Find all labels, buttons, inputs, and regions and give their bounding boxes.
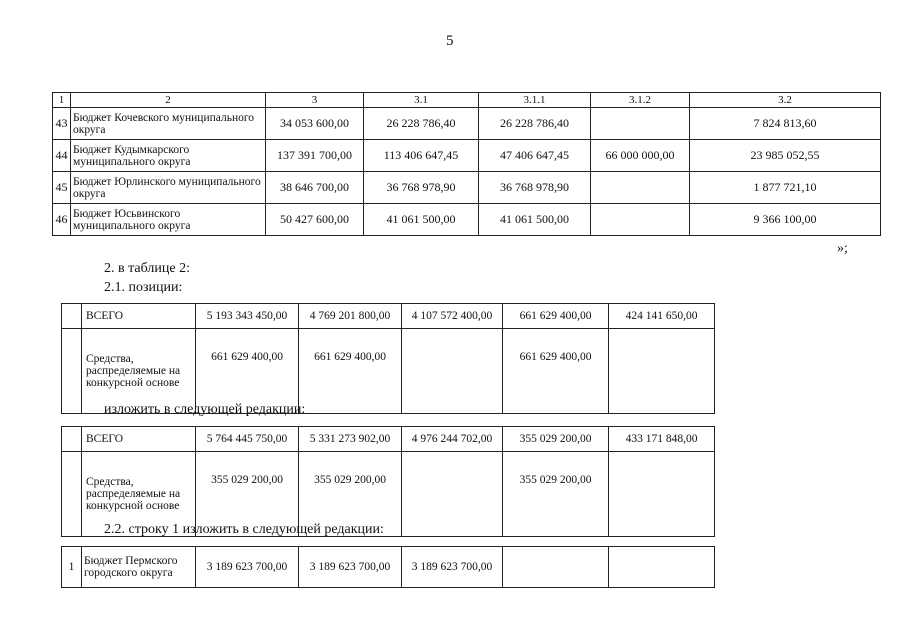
budget-name: Бюджет Пермского городского округа <box>82 547 196 588</box>
empty-cell <box>62 329 82 414</box>
row-number: 45 <box>53 172 71 204</box>
value-cell: 355 029 200,00 <box>503 452 609 537</box>
value-cell: 433 171 848,00 <box>609 427 715 452</box>
table-new-positions <box>61 426 715 537</box>
header-cell: 1 <box>53 93 71 108</box>
row-number: 46 <box>53 204 71 236</box>
value-cell: 3 189 623 700,00 <box>196 547 299 588</box>
value-cell: 355 029 200,00 <box>196 452 299 537</box>
value-cell: 26 228 786,40 <box>479 108 591 140</box>
empty-cell <box>62 452 82 537</box>
row-number: 44 <box>53 140 71 172</box>
value-cell: 4 107 572 400,00 <box>402 304 503 329</box>
value-cell: 3 189 623 700,00 <box>402 547 503 588</box>
header-cell: 3.1.2 <box>591 93 690 108</box>
header-cell: 3.2 <box>690 93 881 108</box>
budget-name: Бюджет Кудымкарского муниципального округа <box>71 140 266 172</box>
value-cell: 36 768 978,90 <box>364 172 479 204</box>
page-number: 5 <box>446 33 454 49</box>
value-cell: 26 228 786,40 <box>364 108 479 140</box>
header-cell: 3.1.1 <box>479 93 591 108</box>
value-cell <box>591 204 690 236</box>
total-label: ВСЕГО <box>82 427 196 452</box>
value-cell: 355 029 200,00 <box>299 452 402 537</box>
table-old-positions <box>61 303 715 414</box>
budget-name: Бюджет Юрлинского муниципального округа <box>71 172 266 204</box>
value-cell: 661 629 400,00 <box>196 329 299 414</box>
value-cell: 5 764 445 750,00 <box>196 427 299 452</box>
replace-instruction: изложить в следующей редакции: <box>104 402 306 417</box>
table-row <box>62 547 715 588</box>
value-cell <box>402 329 503 414</box>
table-row <box>62 329 715 414</box>
value-cell: 355 029 200,00 <box>503 427 609 452</box>
table-row <box>53 108 881 140</box>
value-cell: 661 629 400,00 <box>299 329 402 414</box>
value-cell: 661 629 400,00 <box>503 329 609 414</box>
value-cell: 4 769 201 800,00 <box>299 304 402 329</box>
table-header-row <box>53 93 881 108</box>
header-cell: 3.1 <box>364 93 479 108</box>
value-cell <box>503 547 609 588</box>
competitive-funds-label: Средства, распределяемые на конкурсной основе <box>82 452 196 537</box>
competitive-funds-label: Средства, распределяемые на конкурсной основе <box>82 329 196 414</box>
table-row <box>53 204 881 236</box>
value-cell: 36 768 978,90 <box>479 172 591 204</box>
paragraph-2: 2. в таблице 2: <box>104 261 190 276</box>
value-cell: 66 000 000,00 <box>591 140 690 172</box>
value-cell: 3 189 623 700,00 <box>299 547 402 588</box>
value-cell: 1 877 721,10 <box>690 172 881 204</box>
value-cell <box>609 452 715 537</box>
value-cell: 5 193 343 450,00 <box>196 304 299 329</box>
budget-name: Бюджет Кочевского муниципального округа <box>71 108 266 140</box>
value-cell: 7 824 813,60 <box>690 108 881 140</box>
value-cell <box>609 547 715 588</box>
budget-table-1 <box>52 92 881 236</box>
value-cell <box>591 108 690 140</box>
closing-quote: »; <box>837 241 848 256</box>
value-cell <box>591 172 690 204</box>
value-cell: 113 406 647,45 <box>364 140 479 172</box>
budget-name: Бюджет Юсьвинского муниципального округа <box>71 204 266 236</box>
empty-cell <box>62 304 82 329</box>
paragraph-2-1: 2.1. позиции: <box>104 280 183 295</box>
value-cell: 4 976 244 702,00 <box>402 427 503 452</box>
value-cell: 9 366 100,00 <box>690 204 881 236</box>
table-row <box>53 140 881 172</box>
empty-cell <box>62 427 82 452</box>
value-cell: 50 427 600,00 <box>266 204 364 236</box>
value-cell: 5 331 273 902,00 <box>299 427 402 452</box>
value-cell: 41 061 500,00 <box>364 204 479 236</box>
header-cell: 3 <box>266 93 364 108</box>
paragraph-2-2: 2.2. строку 1 изложить в следующей редакции: <box>104 522 384 537</box>
row-number: 1 <box>62 547 82 588</box>
value-cell <box>402 452 503 537</box>
table-row <box>53 172 881 204</box>
value-cell: 34 053 600,00 <box>266 108 364 140</box>
table-row <box>62 427 715 452</box>
table-row <box>62 304 715 329</box>
value-cell: 137 391 700,00 <box>266 140 364 172</box>
value-cell: 661 629 400,00 <box>503 304 609 329</box>
value-cell <box>609 329 715 414</box>
value-cell: 424 141 650,00 <box>609 304 715 329</box>
value-cell: 47 406 647,45 <box>479 140 591 172</box>
total-label: ВСЕГО <box>82 304 196 329</box>
value-cell: 41 061 500,00 <box>479 204 591 236</box>
value-cell: 23 985 052,55 <box>690 140 881 172</box>
value-cell: 38 646 700,00 <box>266 172 364 204</box>
row-number: 43 <box>53 108 71 140</box>
table-row-1-new <box>61 546 715 588</box>
header-cell: 2 <box>71 93 266 108</box>
